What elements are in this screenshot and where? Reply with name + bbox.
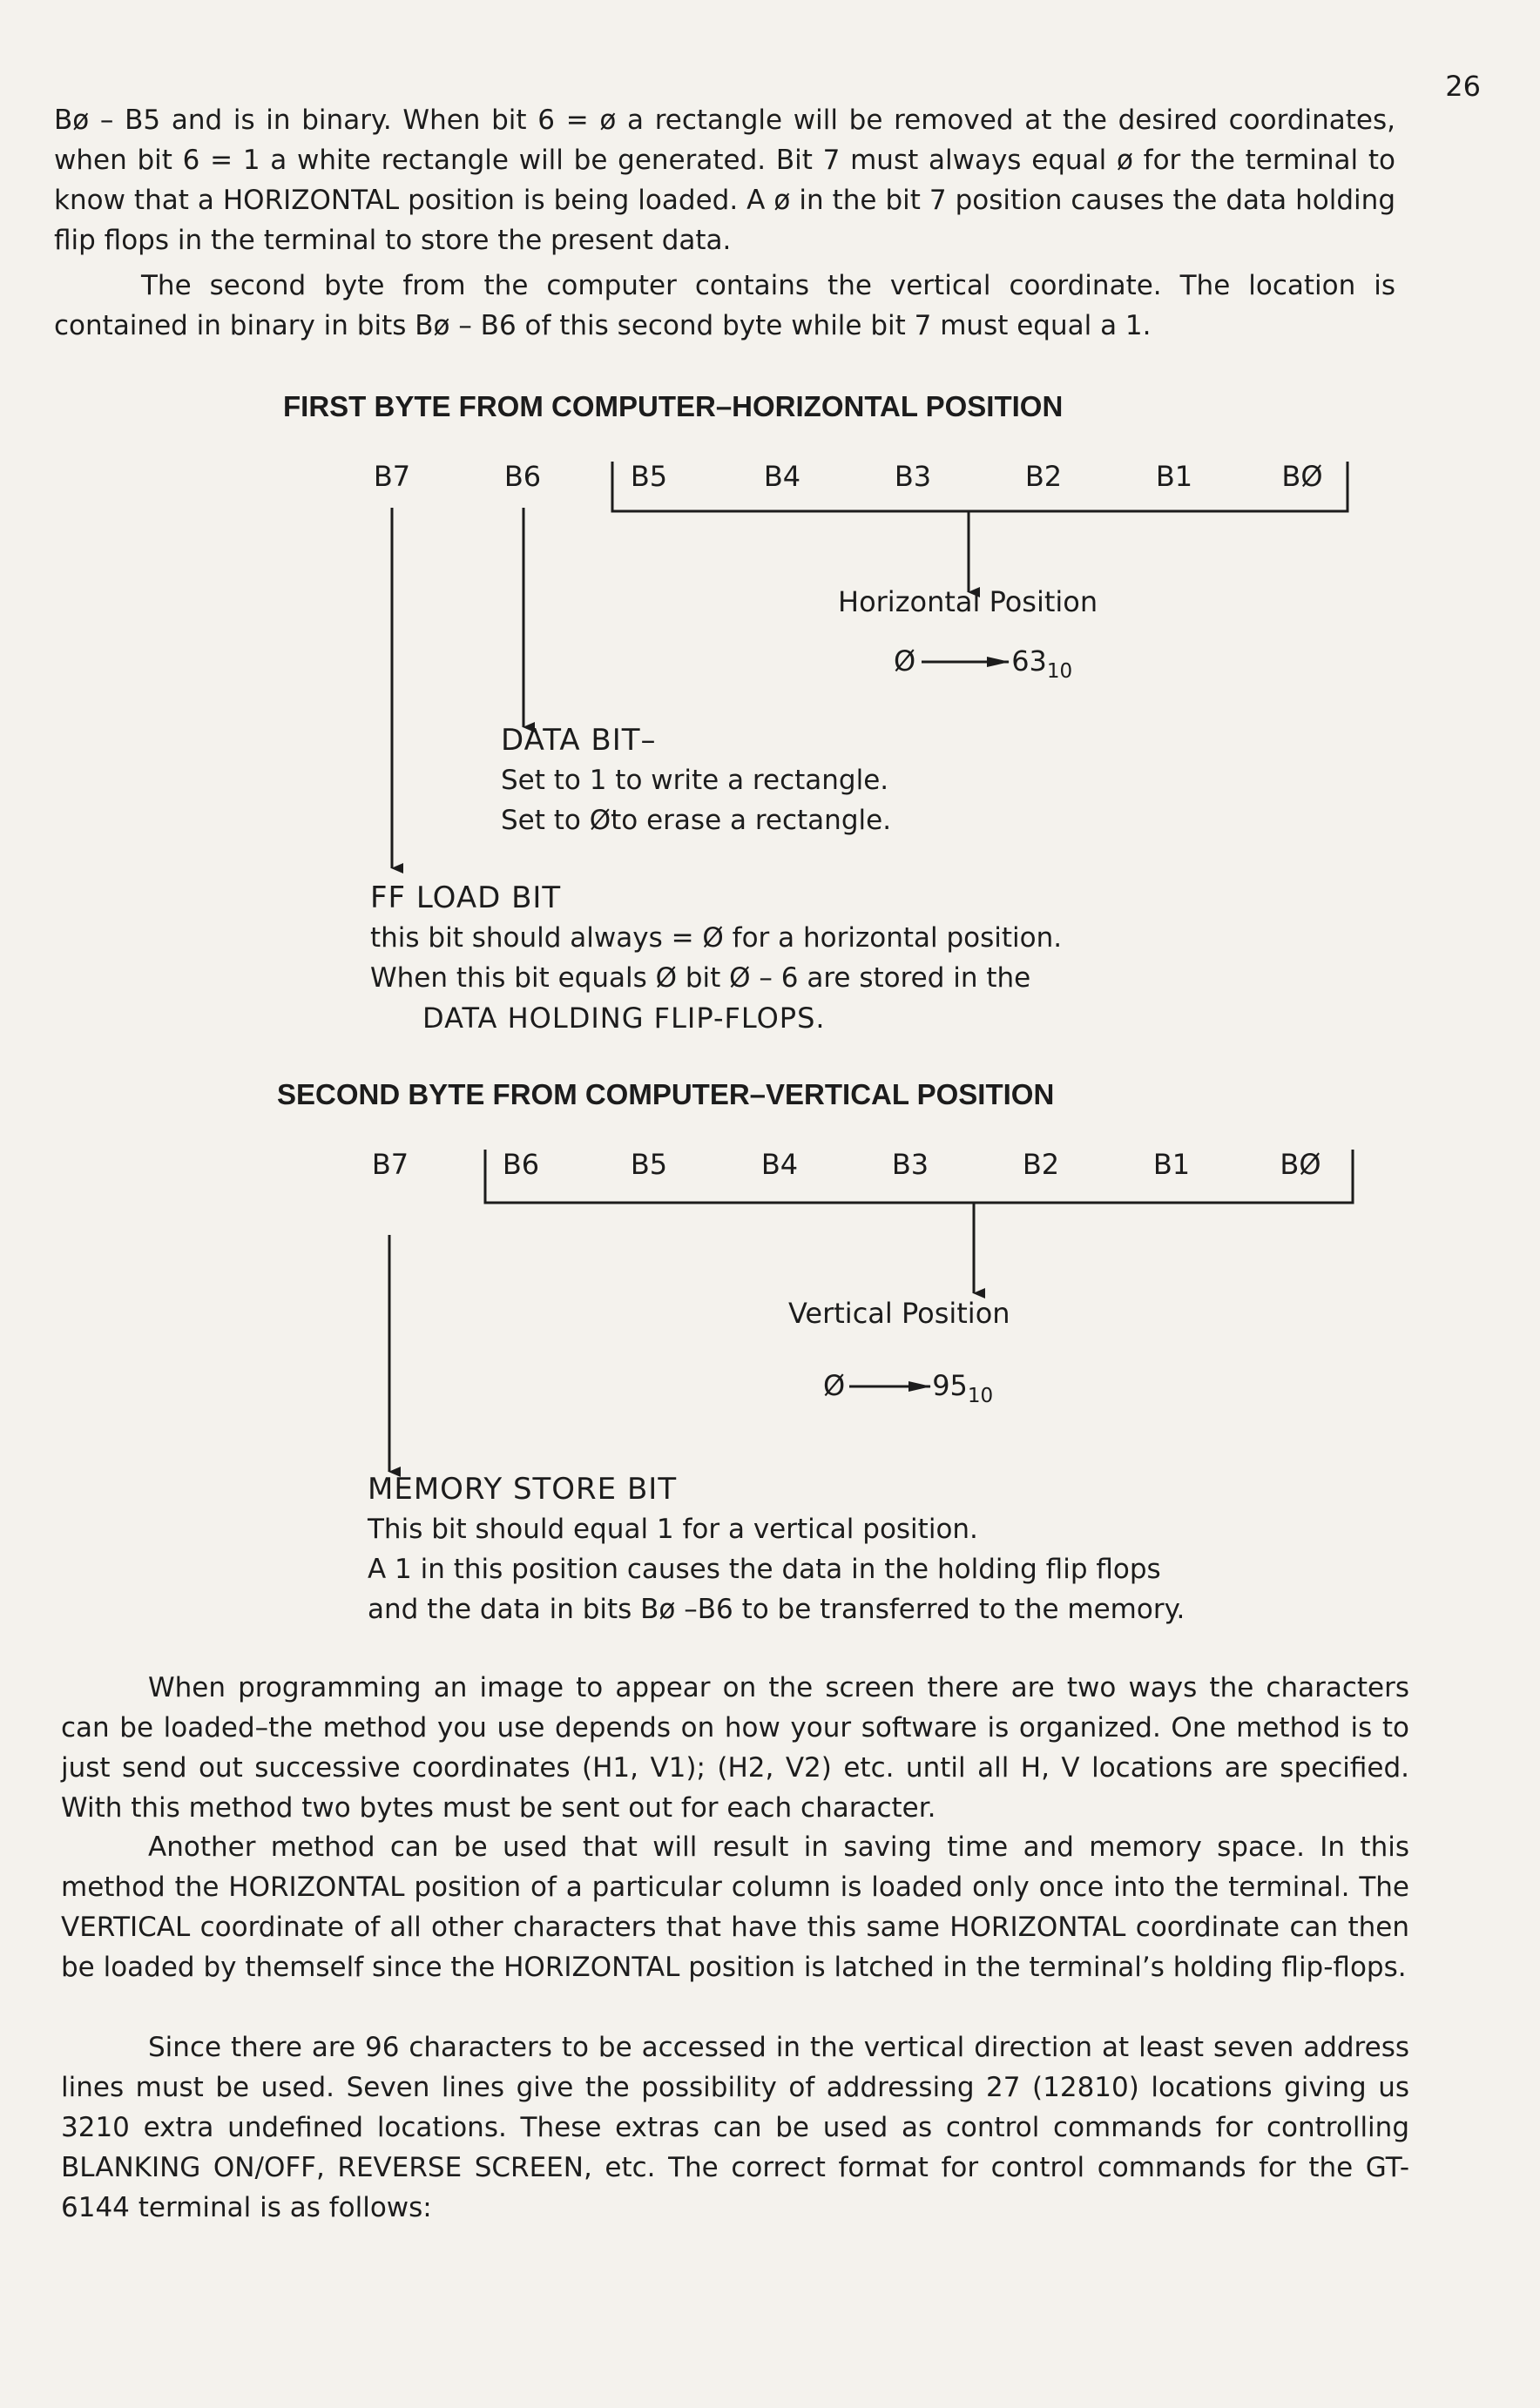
diagram-1-bit-b6: B6 bbox=[503, 460, 542, 493]
memory-store-bit-line-2: A 1 in this position causes the data in the holding flip flops bbox=[368, 1554, 1161, 1585]
body-paragraph-3-text: When programming an image to appear on the screen there are two ways the characters can be loaded–the method you use depends on how your software is organized. One method is to just send out successive coordinates (H1, V1); (H2, V2) etc. until all H, V locations are specified. With this method two bytes must be sent out for each character. bbox=[61, 1672, 1409, 1824]
diagram-2-bit-b4: B4 bbox=[760, 1148, 799, 1181]
horizontal-position-label: Horizontal Position bbox=[838, 585, 1098, 618]
diagram-2-bit-b2: B2 bbox=[1022, 1148, 1060, 1181]
diagram-1-bit-b5: B5 bbox=[630, 460, 668, 493]
body-paragraph-5-text: Since there are 96 characters to be accessed in the vertical direction at least seven address lines must be used. Seven lines give the possibility of addressing 27 (12810) locations giving us 3210 extra undefined locations. These extras can be used as control commands for controlling BLANKING ON/OFF, REVERSE SCREEN, etc. The correct format for control commands for the GT-6144 terminal is as follows: bbox=[61, 2032, 1409, 2223]
diagram-1-bit-b3: B3 bbox=[894, 460, 932, 493]
data-bit-line-2: Set to Øto erase a rectangle. bbox=[501, 805, 892, 836]
diagram-2-title: SECOND BYTE FROM COMPUTER–VERTICAL POSITION bbox=[277, 1078, 1055, 1110]
intro-paragraph-2-text: The second byte from the computer contains the vertical coordinate. The location is contained in binary in bits Bø – B6 of this second byte while bit 7 must equal a 1. bbox=[54, 270, 1395, 341]
page-number: 26 bbox=[1445, 70, 1481, 103]
memory-store-bit-title: MEMORY STORE BIT bbox=[368, 1472, 678, 1507]
diagram-2-bit-b3: B3 bbox=[891, 1148, 929, 1181]
diagram-2-bit-b0: BØ bbox=[1280, 1148, 1321, 1181]
diagram-1-bit-b1: B1 bbox=[1155, 460, 1193, 493]
diagram-1-bit-b2: B2 bbox=[1024, 460, 1063, 493]
diagram-2-bracket bbox=[485, 1150, 1353, 1203]
diagram-2-bit-b6: B6 bbox=[502, 1148, 540, 1181]
ff-load-bit-line-1: this bit should always = Ø for a horizontal position. bbox=[370, 922, 1063, 954]
horizontal-range-start: Ø bbox=[894, 644, 916, 678]
data-bit-title: DATA BIT– bbox=[501, 723, 657, 758]
vertical-position-label: Vertical Position bbox=[788, 1297, 1010, 1330]
ff-load-bit-line-2: When this bit equals Ø bit Ø – 6 are stored in the bbox=[370, 962, 1031, 994]
diagram-1-bit-b7: B7 bbox=[373, 460, 411, 493]
data-bit-line-1: Set to 1 to write a rectangle. bbox=[501, 765, 889, 796]
vertical-range-base: 10 bbox=[967, 1385, 994, 1408]
horizontal-range-end: 63 bbox=[1011, 644, 1047, 678]
diagram-1-bit-b4: B4 bbox=[763, 460, 801, 493]
vertical-range-start: Ø bbox=[823, 1369, 846, 1402]
memory-store-bit-line-3: and the data in bits Bø –B6 to be transferred to the memory. bbox=[368, 1594, 1185, 1625]
body-paragraph-3 bbox=[61, 1668, 1409, 1828]
body-paragraph-4-text: Another method can be used that will result in saving time and memory space. In this method the HORIZONTAL position of a particular column is loaded only once into the terminal. The VERTICAL coordinate of all other characters that have this same HORIZONTAL coordinate can then be loaded by themself since the HORIZONTAL position is latched in the terminal’s holding flip-flops. bbox=[61, 1831, 1409, 1983]
vertical-range-end: 95 bbox=[932, 1369, 968, 1402]
intro-paragraph-1: Bø – B5 and is in binary. When bit 6 = ø a rectangle will be removed at the desired coordinates, when bit 6 = 1 a white rectangle will be generated. Bit 7 must always equal ø for the terminal to know that a HORIZONTAL position is being loaded. A ø in the bit 7 position causes the data holding flip flops in the terminal to store the present data. bbox=[54, 105, 1395, 256]
diagram-2-bit-b1: B1 bbox=[1152, 1148, 1191, 1181]
diagram-1-bracket bbox=[612, 462, 1348, 511]
ff-load-bit-title: FF LOAD BIT bbox=[370, 880, 562, 915]
body-paragraph-4 bbox=[61, 1827, 1409, 1987]
diagram-2-bit-b7: B7 bbox=[371, 1148, 409, 1181]
diagram-1-bit-b0: BØ bbox=[1281, 460, 1323, 493]
memory-store-bit-line-1: This bit should equal 1 for a vertical position. bbox=[368, 1514, 978, 1545]
diagram-1-title: FIRST BYTE FROM COMPUTER–HORIZONTAL POSITION bbox=[283, 390, 1064, 422]
diagram-2-bit-b5: B5 bbox=[630, 1148, 668, 1181]
body-paragraph-5 bbox=[61, 2027, 1409, 2228]
ff-load-bit-line-3: DATA HOLDING FLIP-FLOPS. bbox=[422, 1002, 826, 1035]
horizontal-range-base: 10 bbox=[1046, 660, 1073, 684]
